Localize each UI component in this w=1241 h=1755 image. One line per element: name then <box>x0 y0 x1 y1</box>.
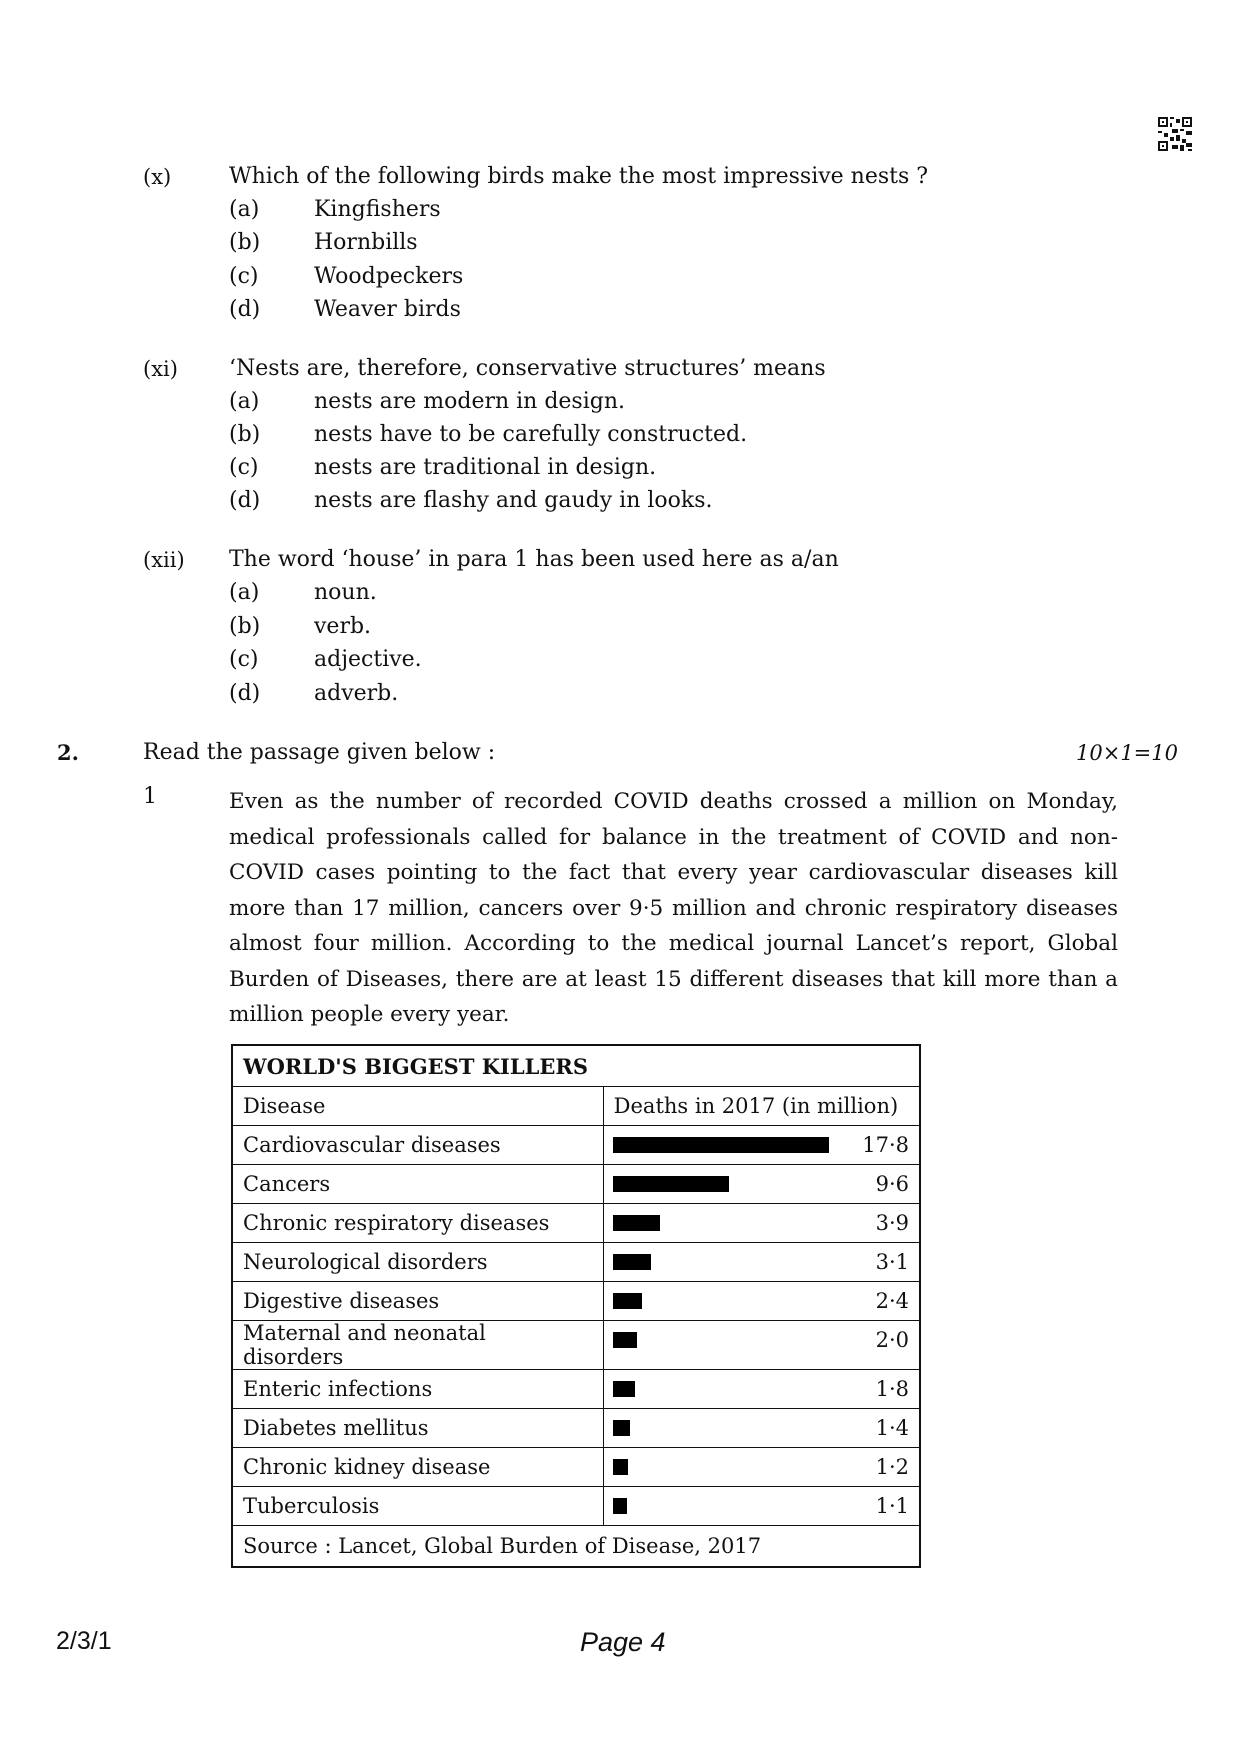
passage-paragraph: Even as the number of recorded COVID deaths crossed a million on Monday, medical professionals called for balance in the treatment of COVID and non-COVID cases pointing to the fact that every year cardiovascular diseases kill more than 17 million, cancers over 9·5 million and chronic respiratory diseases almost four million. According to the medical journal Lancet’s report, Global Burden of Diseases, there are at least 15 different diseases that kill more than a million people every year. <box>229 789 1118 1027</box>
disease-name: Diabetes mellitus <box>232 1409 603 1448</box>
deaths-bar <box>613 1498 627 1514</box>
option-text: nests are traditional in design. <box>314 455 657 480</box>
deaths-cell <box>603 1370 920 1409</box>
table-row <box>232 1126 920 1165</box>
disease-name: Digestive diseases <box>232 1282 603 1321</box>
option-key: (b) <box>229 614 261 639</box>
paragraph-number: 1 <box>143 784 157 809</box>
disease-name: Cancers <box>232 1165 603 1204</box>
deaths-cell <box>603 1321 920 1370</box>
table-title: WORLD'S BIGGEST KILLERS <box>232 1045 920 1087</box>
deaths-bar <box>613 1420 630 1436</box>
table-title-row <box>232 1045 920 1087</box>
disease-name: Tuberculosis <box>232 1487 603 1526</box>
deaths-bar <box>613 1459 628 1475</box>
table-row <box>232 1409 920 1448</box>
deaths-value-label: 1·1 <box>875 1494 909 1518</box>
deaths-bar <box>613 1332 637 1348</box>
section-number: 2. <box>57 740 79 765</box>
option-text: noun. <box>314 580 377 605</box>
option-text: Weaver birds <box>314 297 461 322</box>
option-text: Hornbills <box>314 230 418 255</box>
option-key: (c) <box>229 647 259 672</box>
disease-name: Chronic respiratory diseases <box>232 1204 603 1243</box>
table-row <box>232 1243 920 1282</box>
table-source: Source : Lancet, Global Burden of Disease, 2017 <box>232 1526 920 1568</box>
deaths-value-label: 17·8 <box>862 1133 909 1157</box>
qr-code-icon <box>1158 117 1192 151</box>
section-instruction: Read the passage given below : <box>143 740 496 765</box>
option-key: (b) <box>229 422 261 447</box>
deaths-bar <box>613 1293 642 1309</box>
disease-name: Chronic kidney disease <box>232 1448 603 1487</box>
option-text: verb. <box>314 614 372 639</box>
deaths-cell <box>603 1204 920 1243</box>
deaths-value-label: 1·8 <box>875 1377 909 1401</box>
deaths-cell <box>603 1487 920 1526</box>
option-text: Woodpeckers <box>314 264 464 289</box>
deaths-value-label: 1·4 <box>875 1416 909 1440</box>
deaths-value-label: 2·0 <box>875 1328 909 1352</box>
table-row <box>232 1321 920 1370</box>
option-key: (d) <box>229 297 261 322</box>
deaths-value-label: 1·2 <box>875 1455 909 1479</box>
table-row <box>232 1204 920 1243</box>
deaths-cell <box>603 1165 920 1204</box>
option-text: nests are flashy and gaudy in looks. <box>314 488 713 513</box>
deaths-cell <box>603 1409 920 1448</box>
option-text: nests have to be carefully constructed. <box>314 422 748 447</box>
question-number: (xi) <box>143 357 178 381</box>
paper-code: 2/3/1 <box>56 1627 112 1655</box>
question-stem: ‘Nests are, therefore, conservative structures’ means <box>229 356 826 381</box>
option-key: (d) <box>229 488 261 513</box>
deaths-bar <box>613 1254 651 1270</box>
column-header-deaths: Deaths in 2017 (in million) <box>603 1087 920 1126</box>
deaths-value-label: 9·6 <box>875 1172 909 1196</box>
table-row <box>232 1487 920 1526</box>
deaths-cell <box>603 1448 920 1487</box>
table-source-row <box>232 1526 920 1568</box>
option-key: (a) <box>229 389 260 414</box>
option-key: (a) <box>229 197 260 222</box>
deaths-value-label: 2·4 <box>875 1289 909 1313</box>
deaths-cell <box>603 1243 920 1282</box>
deaths-bar <box>613 1176 729 1192</box>
question-stem: The word ‘house’ in para 1 has been used here as a/an <box>229 547 839 572</box>
killers-table <box>231 1044 921 1568</box>
table-row <box>232 1165 920 1204</box>
question-number: (x) <box>143 165 172 189</box>
option-text: nests are modern in design. <box>314 389 626 414</box>
disease-name: Enteric infections <box>232 1370 603 1409</box>
disease-name: Cardiovascular diseases <box>232 1126 603 1165</box>
option-key: (a) <box>229 580 260 605</box>
deaths-cell <box>603 1282 920 1321</box>
table-row <box>232 1282 920 1321</box>
deaths-cell <box>603 1126 920 1165</box>
question-stem: Which of the following birds make the most impressive nests ? <box>229 164 929 189</box>
table-row <box>232 1370 920 1409</box>
option-text: adjective. <box>314 647 422 672</box>
column-header-disease: Disease <box>232 1087 603 1126</box>
marks-allocation: 10×1=10 <box>1076 741 1178 765</box>
deaths-bar <box>613 1381 635 1397</box>
deaths-bar <box>613 1215 660 1231</box>
page-number: Page 4 <box>580 1627 666 1657</box>
option-key: (c) <box>229 264 259 289</box>
option-text: adverb. <box>314 681 399 706</box>
option-key: (b) <box>229 230 261 255</box>
table-header-row <box>232 1087 920 1126</box>
deaths-value-label: 3·1 <box>875 1250 909 1274</box>
disease-name: Neurological disorders <box>232 1243 603 1282</box>
deaths-value-label: 3·9 <box>875 1211 909 1235</box>
table-row <box>232 1448 920 1487</box>
question-number: (xii) <box>143 548 185 572</box>
option-key: (c) <box>229 455 259 480</box>
option-text: Kingfishers <box>314 197 441 222</box>
deaths-bar <box>613 1137 829 1153</box>
disease-name: Maternal and neonatal disorders <box>232 1321 603 1370</box>
option-key: (d) <box>229 681 261 706</box>
